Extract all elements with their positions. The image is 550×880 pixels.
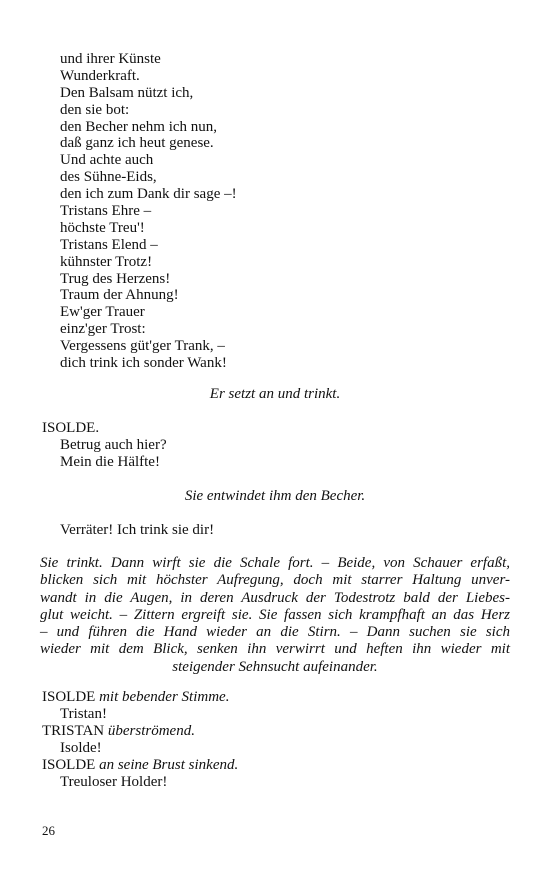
dialogue-line: Betrug auch hier? xyxy=(60,437,167,453)
verse-line: des Sühne-Eids, xyxy=(60,169,157,186)
speaker-heading xyxy=(42,723,195,740)
dialogue-line: Treuloser Holder! xyxy=(60,774,168,790)
stage-direction-line: steigender Sehnsucht aufeinander. xyxy=(172,658,378,675)
verse-line: Tristans Ehre – xyxy=(60,203,152,220)
verse-line: daß ganz ich heut genese. xyxy=(60,135,214,152)
speaker-direction: an seine Brust sinkend. xyxy=(99,757,239,773)
speaker-direction: mit bebender Stimme. xyxy=(99,689,230,705)
speaker-name: TRISTAN xyxy=(42,723,105,739)
speaker-heading xyxy=(42,689,229,706)
verse-line: Vergessens güt'ger Trank, – xyxy=(60,338,225,355)
stage-direction-line: wieder mit dem Blick, senken ihn verwirrt und heften ihn wieder mit xyxy=(40,641,510,658)
speaker-direction: überströmend. xyxy=(107,723,195,739)
verse-line: Ew'ger Trauer xyxy=(60,304,145,321)
verse-line: Wunderkraft. xyxy=(60,67,140,84)
verse-line: Tristans Elend – xyxy=(60,236,158,253)
verse-line: einz'ger Trost: xyxy=(60,321,146,338)
speaker-heading xyxy=(42,757,238,774)
verse-line: höchste Treu'! xyxy=(60,219,145,236)
dialogue-line: Verräter! Ich trink sie dir! xyxy=(60,522,215,538)
stage-direction-block xyxy=(40,555,510,676)
verse-line: den sie bot: xyxy=(60,101,130,118)
verse-line: den ich zum Dank dir sage –! xyxy=(60,186,237,203)
verse-line: Trug des Herzens! xyxy=(60,270,171,287)
stage-direction-line: wandt in die Augen, in deren Ausdruck der Todestrotz bald der Liebes- xyxy=(40,589,510,606)
verse-line: Und achte auch xyxy=(60,152,154,169)
stage-direction-line: – und führen die Hand wieder an die Stirn. – Dann suchen sie sich xyxy=(40,624,510,641)
stage-direction-line: glut weicht. – Zittern ergreift sie. Sie fassen sich krampfhaft an das Herz xyxy=(40,606,510,623)
stage-direction-line: blicken sich mit höchster Aufregung, doch mit starrer Haltung unver- xyxy=(40,572,510,589)
stage-direction: Er setzt an und trinkt. xyxy=(209,386,341,402)
stage-direction: Sie entwindet ihm den Becher. xyxy=(184,488,366,504)
speaker-name: ISOLDE. xyxy=(42,420,100,436)
verse-line: Den Balsam nützt ich, xyxy=(60,84,194,101)
speaker-name: ISOLDE xyxy=(42,689,96,705)
verse-line: dich trink ich sonder Wank! xyxy=(60,355,227,372)
dialogue-line: Isolde! xyxy=(60,740,102,756)
speaker-name: ISOLDE xyxy=(42,757,96,773)
dialogue-line: Mein die Hälfte! xyxy=(60,454,160,470)
verse-line: Traum der Ahnung! xyxy=(60,287,179,304)
verse-line: und ihrer Künste xyxy=(60,51,161,67)
dialogue-line: Tristan! xyxy=(60,706,107,722)
verse-block xyxy=(60,51,237,372)
verse-line: kühnster Trotz! xyxy=(60,253,153,270)
page-number: 26 xyxy=(42,823,55,838)
stage-direction-line: Sie trinkt. Dann wirft sie die Schale fort. – Beide, von Schauer erfaßt, xyxy=(40,555,510,571)
verse-line: den Becher nehm ich nun, xyxy=(60,118,218,135)
